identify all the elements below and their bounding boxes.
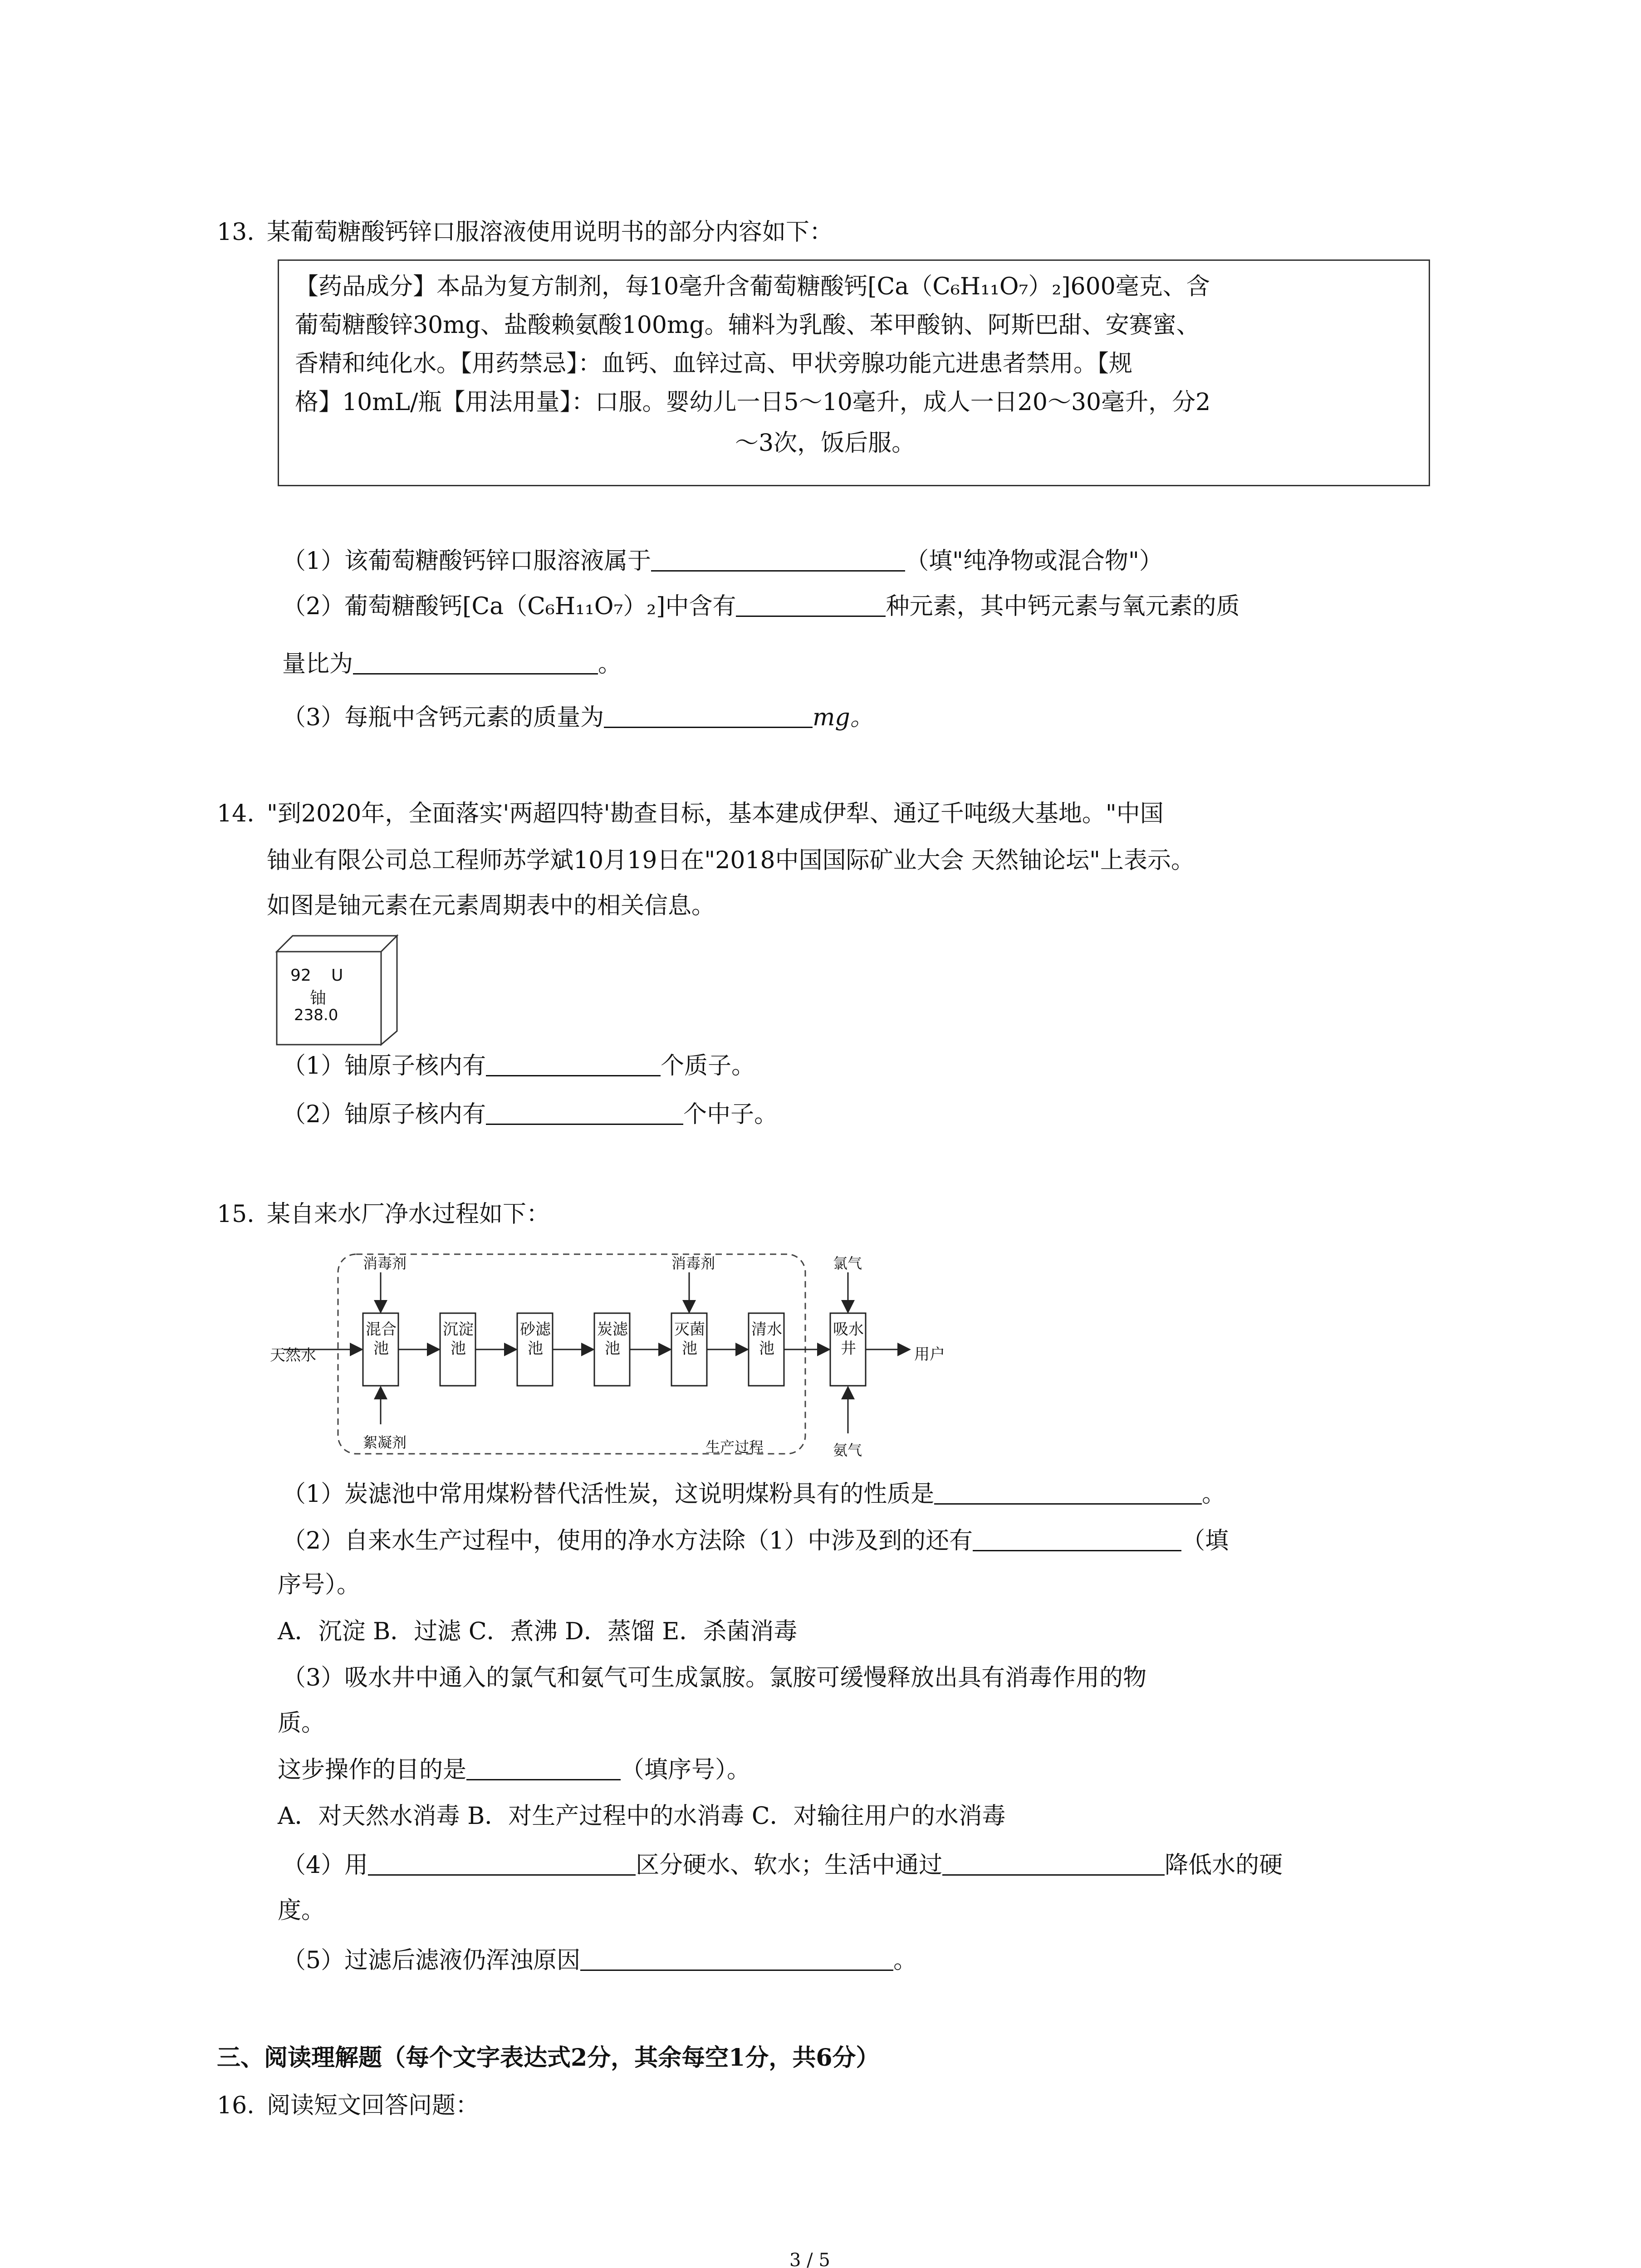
element-mass: 238.0 [294, 1006, 338, 1024]
tank-label-sterilization: 灭菌池 [674, 1320, 705, 1358]
q14-part2 [282, 1100, 778, 1129]
q15-p3-text: 这步操作的目的是 [278, 1756, 467, 1784]
q13-box-line-3: 香精和纯化水。【用药禁忌】：血钙、血锌过高、甲状旁腺功能亢进患者禁用。【规 [295, 350, 1133, 377]
q14-p2-text: （2）铀原子核内有 [282, 1101, 486, 1128]
q15-p5-post: 。 [893, 1947, 917, 1974]
q13-p2-end: 。 [598, 650, 622, 678]
q15-p3-blank[interactable] [466, 1758, 621, 1780]
q13-p2-mid: 种元素，其中钙元素与氧元素的质 [886, 593, 1240, 620]
diagram-output-user: 用户 [914, 1345, 945, 1364]
q13-p1-text: （1）该葡萄糖酸钙锌口服溶液属于 [282, 547, 652, 575]
q15-p4-blank-2[interactable] [942, 1853, 1165, 1876]
q15-p5-blank[interactable] [580, 1949, 893, 1971]
q15-part4-line2: 度。 [278, 1897, 325, 1924]
q14-p1-text: （1）铀原子核内有 [282, 1052, 486, 1080]
q15-p4-post: 降低水的硬 [1165, 1852, 1283, 1879]
q13-p1-hint: （填"纯净物或混合物"） [905, 547, 1163, 575]
diagram-chlorine: 氯气 [833, 1255, 862, 1272]
q13-box-line-5: ～3次，饭后服。 [735, 430, 916, 457]
q15-p2-post: （填 [1181, 1527, 1229, 1554]
tank-label-sand-filter: 砂滤池 [520, 1320, 551, 1358]
q15-part5 [282, 1946, 917, 1975]
q15-p5-text: （5）过滤后滤液仍浑浊原因 [282, 1947, 581, 1974]
q14-p1-blank[interactable] [486, 1054, 661, 1076]
q13-p2-blank-1[interactable] [736, 595, 886, 617]
element-name: 铀 [310, 989, 327, 1007]
q13-p2-text: （2）葡萄糖酸钙[Ca（C₆H₁₁O₇）₂]中含有 [282, 593, 736, 620]
q13-part2-line2 [282, 650, 622, 679]
q15-part3-line3 [278, 1755, 750, 1784]
q13-part1 [282, 547, 1163, 576]
q15-p2-blank[interactable] [973, 1529, 1181, 1551]
q14-p1-post: 个质子。 [661, 1052, 755, 1080]
q15-part3-line2: 质。 [278, 1710, 325, 1737]
q13-box-line-1: 【药品成分】本品为复方制剂，每10毫升含葡萄糖酸钙[Ca（C₆H₁₁O₇）₂]600毫克、含 [295, 273, 1210, 300]
diagram-input-natural-water: 天然水 [270, 1346, 316, 1364]
tank-label-clear-water: 清水池 [751, 1320, 782, 1358]
well-label: 吸水井 [833, 1320, 864, 1358]
q14-line-1: "到2020年，全面落实'两超四特'勘查目标，基本建成伊犁、通辽千吨级大基地。"中国 [267, 800, 1164, 827]
q15-p3-hint: （填序号）。 [621, 1756, 751, 1784]
q15-p4-mid: 区分硬水、软水；生活中通过 [636, 1852, 943, 1879]
q15-p2-text: （2）自来水生产过程中，使用的净水方法除（1）中涉及到的还有 [282, 1527, 973, 1554]
q13-p3-unit: mg。 [813, 704, 874, 731]
q16-number: 16. [217, 2092, 255, 2119]
q14-p2-post: 个中子。 [683, 1101, 778, 1128]
q15-part2 [282, 1526, 1229, 1555]
tank-label-carbon-filter: 炭滤池 [597, 1320, 628, 1358]
diagram-coagulant: 絮凝剂 [363, 1434, 407, 1451]
q15-part3-line1: （3）吸水井中通入的氯气和氨气可生成氯胺。氯胺可缓慢释放出具有消毒作用的物 [282, 1664, 1147, 1691]
q14-number: 14. [217, 800, 255, 827]
q13-p2-blank-2[interactable] [353, 652, 598, 675]
page-number: 3 / 5 [789, 2250, 830, 2268]
diagram-disinfectant-1: 消毒剂 [363, 1255, 407, 1272]
q15-part1 [282, 1480, 1225, 1509]
diagram-process-label: 生产过程 [705, 1438, 764, 1456]
q15-part3-options: A．对天然水消毒 B．对生产过程中的水消毒 C．对输往用户的水消毒 [278, 1803, 1006, 1830]
diagram-ammonia: 氨气 [833, 1442, 862, 1459]
q15-part4 [282, 1851, 1283, 1880]
section-3-title: 三、阅读理解题（每个文字表达式2分，其余每空1分，共6分） [217, 2044, 880, 2072]
q15-p4-blank-1[interactable] [368, 1853, 636, 1876]
tank-label-mixing: 混合池 [366, 1320, 397, 1358]
q15-number: 15. [217, 1201, 255, 1228]
q15-part2-options: A．沉淀 B．过滤 C．煮沸 D．蒸馏 E．杀菌消毒 [278, 1618, 798, 1645]
q13-p3-blank[interactable] [604, 706, 813, 728]
q13-p1-blank[interactable] [651, 549, 905, 572]
q13-number: 13. [217, 219, 255, 246]
q15-p1-text: （1）炭滤池中常用煤粉替代活性炭，这说明煤粉具有的性质是 [282, 1481, 935, 1508]
q15-p4-pre: （4）用 [282, 1852, 368, 1879]
production-boundary [338, 1254, 805, 1454]
q13-box-line-4: 格】10mL/瓶【用法用量】：口服。婴幼儿一日5～10毫升，成人一日20～30毫升，分2 [295, 389, 1211, 416]
q14-p2-blank[interactable] [486, 1103, 683, 1125]
q13-box-line-2: 葡萄糖酸锌30mg、盐酸赖氨酸100mg。辅料为乳酸、苯甲酸钠、阿斯巴甜、安赛蜜、 [295, 312, 1200, 339]
q14-line-3: 如图是铀元素在元素周期表中的相关信息。 [267, 892, 715, 919]
tank-label-sedimentation: 沉淀池 [443, 1320, 474, 1358]
q14-line-2: 铀业有限公司总工程师苏学斌10月19日在"2018中国国际矿业大会 天然铀论坛"上表示。 [267, 847, 1195, 874]
q13-part2 [282, 592, 1239, 621]
q14-part1 [282, 1051, 755, 1080]
q16-text: 阅读短文回答问题： [267, 2092, 480, 2119]
q13-part3 [282, 703, 874, 732]
diagram-disinfectant-2: 消毒剂 [671, 1255, 715, 1272]
q15-intro: 某自来水厂净水过程如下： [267, 1201, 550, 1228]
q13-intro: 某葡萄糖酸钙锌口服溶液使用说明书的部分内容如下： [267, 219, 833, 246]
element-number: 92 [290, 966, 311, 985]
q15-part2-line2: 序号）。 [278, 1571, 361, 1598]
uranium-element-card [274, 934, 402, 1047]
q13-p2-line2-text: 量比为 [282, 650, 353, 678]
q15-p1-post: 。 [1202, 1481, 1226, 1508]
q13-p3-text: （3）每瓶中含钙元素的质量为 [282, 704, 604, 731]
q15-p1-blank[interactable] [934, 1482, 1202, 1505]
element-symbol: U [331, 966, 343, 985]
